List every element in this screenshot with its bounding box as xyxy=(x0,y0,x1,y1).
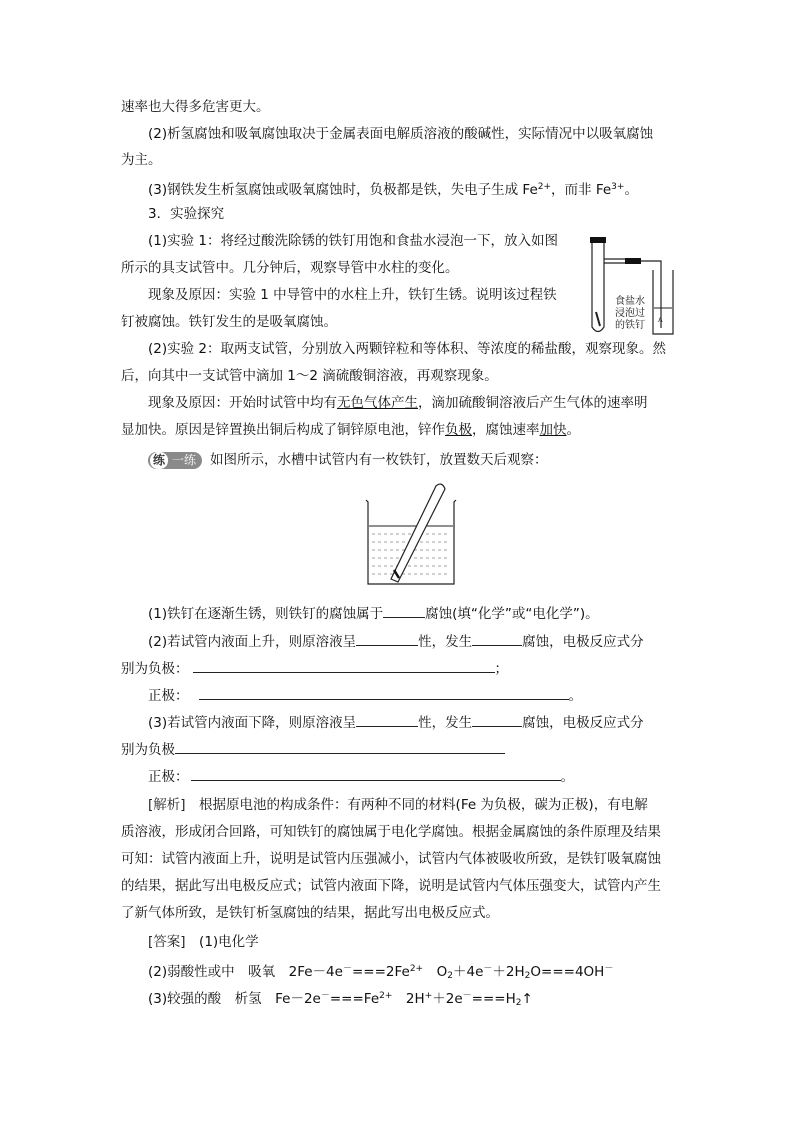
q3-blank-corrosion[interactable] xyxy=(472,712,522,727)
analysis-line4: 的结果，据此写出电极反应式；试管内液面下降，说明是试管内气体压强变大，试管内产生 xyxy=(121,878,661,894)
q2-blank-corrosion[interactable] xyxy=(472,631,522,646)
connector-icon xyxy=(625,258,641,264)
svg-text:ʌ: ʌ xyxy=(658,315,663,324)
iron-nail-icon xyxy=(596,312,600,326)
answer-line1: [答案] (1)电化学 xyxy=(148,934,259,950)
practice-prompt: 练 一练 如图所示，水槽中试管内有一枚铁钉，放置数天后观察： xyxy=(148,450,548,470)
analysis-tag: [解析] xyxy=(148,797,186,813)
exp1-line2: 所示的具支试管中。几分钟后，观察导管中水柱的变化。 xyxy=(121,260,459,276)
q3-blank-acidity[interactable] xyxy=(356,712,418,727)
intro-point-2-line1: (2)析氢腐蚀和吸氧腐蚀取决于金属表面电解质溶液的酸碱性，实际情况中以吸氧腐蚀 xyxy=(148,126,654,142)
question-2-line3: 正极： 。 xyxy=(148,685,582,706)
q1-blank[interactable] xyxy=(383,603,425,618)
exp2-observation-line2: 显加快。原因是锌置换出铜后构成了铜锌原电池，锌作负极，腐蚀速率加快。 xyxy=(121,422,580,438)
inverted-test-tube-icon xyxy=(391,484,445,582)
question-2-line1: (2)若试管内液面上升，则原溶液呈 性，发生 腐蚀，电极反应式分 xyxy=(148,631,644,652)
answer-line3: (3)较强的酸 析氢 $Fe-2e^-===Fe^{2+}$ $2H^++2e^-===H_2↑$ xyxy=(148,991,533,1008)
intro-point-2-line2: 为主。 xyxy=(121,152,162,168)
analysis-line1: [解析] 根据原电池的构成条件：有两种不同的材料(Fe 为负极，碳为正极)，有电解 xyxy=(148,797,648,813)
question-3-line3: 正极： 。 xyxy=(148,766,574,787)
question-2-line2: 别为负极： ； xyxy=(121,658,508,679)
stopper-icon xyxy=(590,237,606,243)
exp2-line2: 后，向其中一支试管中滴加 1～2 滴硫酸铜溶液，再观察现象。 xyxy=(121,368,498,384)
exp1-observation-line2: 钉被腐蚀。铁钉发生的是吸氧腐蚀。 xyxy=(121,314,337,330)
answer-line2: (2)弱酸性或中 吸氧 $2Fe-4e^-===2Fe^{2+}$ $O_2+4e^-+2H_2O===4OH^-$ xyxy=(148,964,614,981)
q3-positive-electrode-blank[interactable] xyxy=(191,766,561,781)
exp2-observation-line1: 现象及原因：开始时试管中均有无色气体产生，滴加硫酸铜溶液后产生气体的速率明 xyxy=(148,395,648,411)
exp1-observation-line1: 现象及原因：实验 1 中导管中的水柱上升，铁钉生锈。说明该过程铁 xyxy=(148,287,557,303)
figure-label-3: 的铁钉 xyxy=(615,320,645,331)
analysis-line3: 可知：试管内液面上升，说明是试管内压强减小，试管内气体被吸收所致，是铁钉吸氧腐蚀 xyxy=(121,851,661,867)
practice-badge: 练 一练 xyxy=(148,452,202,469)
exp2-line1: (2)实验 2：取两支试管，分别放入两颗锌粒和等体积、等浓度的稀盐酸，观察现象。然 xyxy=(148,341,667,357)
analysis-line5: 了新气体所致，是铁钉析氢腐蚀的结果，据此写出电极反应式。 xyxy=(121,905,499,921)
question-1: (1)铁钉在逐渐生锈，则铁钉的腐蚀属于 腐蚀(填“化学”或“电化学”)。 xyxy=(148,603,599,624)
side-arm-test-tube-figure xyxy=(585,232,680,340)
question-3-line1: (3)若试管内液面下降，则原溶液呈 性，发生 腐蚀，电极反应式分 xyxy=(148,712,644,733)
intro-point-3: (3)钢铁发生析氢腐蚀或吸氧腐蚀时，负极都是铁，失电子生成 $Fe^{2+}$，而非 $Fe^{3+}$。 xyxy=(148,182,638,198)
question-3-line2: 别为负极 xyxy=(121,739,505,760)
water-beaker-icon xyxy=(653,270,673,334)
intro-continuation: 速率也大得多危害更大。 xyxy=(121,99,270,115)
figure-label-1: 食盐水 xyxy=(615,296,645,307)
q2-blank-acidity[interactable] xyxy=(356,631,418,646)
section-title: 3．实验探究 xyxy=(148,206,225,222)
answer-tag: [答案] xyxy=(148,934,186,950)
q2-negative-electrode-blank[interactable] xyxy=(193,658,495,673)
exp1-line1: (1)实验 1：将经过酸洗除锈的铁钉用饱和食盐水浸泡一下，放入如图 xyxy=(148,233,559,249)
figure-label-2: 浸泡过 xyxy=(615,308,645,319)
q2-positive-electrode-blank[interactable] xyxy=(199,685,569,700)
beaker-test-tube-figure xyxy=(358,476,468,592)
q3-negative-electrode-blank[interactable] xyxy=(175,739,505,754)
analysis-line2: 质溶液，形成闭合回路，可知铁钉的腐蚀属于电化学腐蚀。根据金属腐蚀的条件原理及结果 xyxy=(121,824,661,840)
